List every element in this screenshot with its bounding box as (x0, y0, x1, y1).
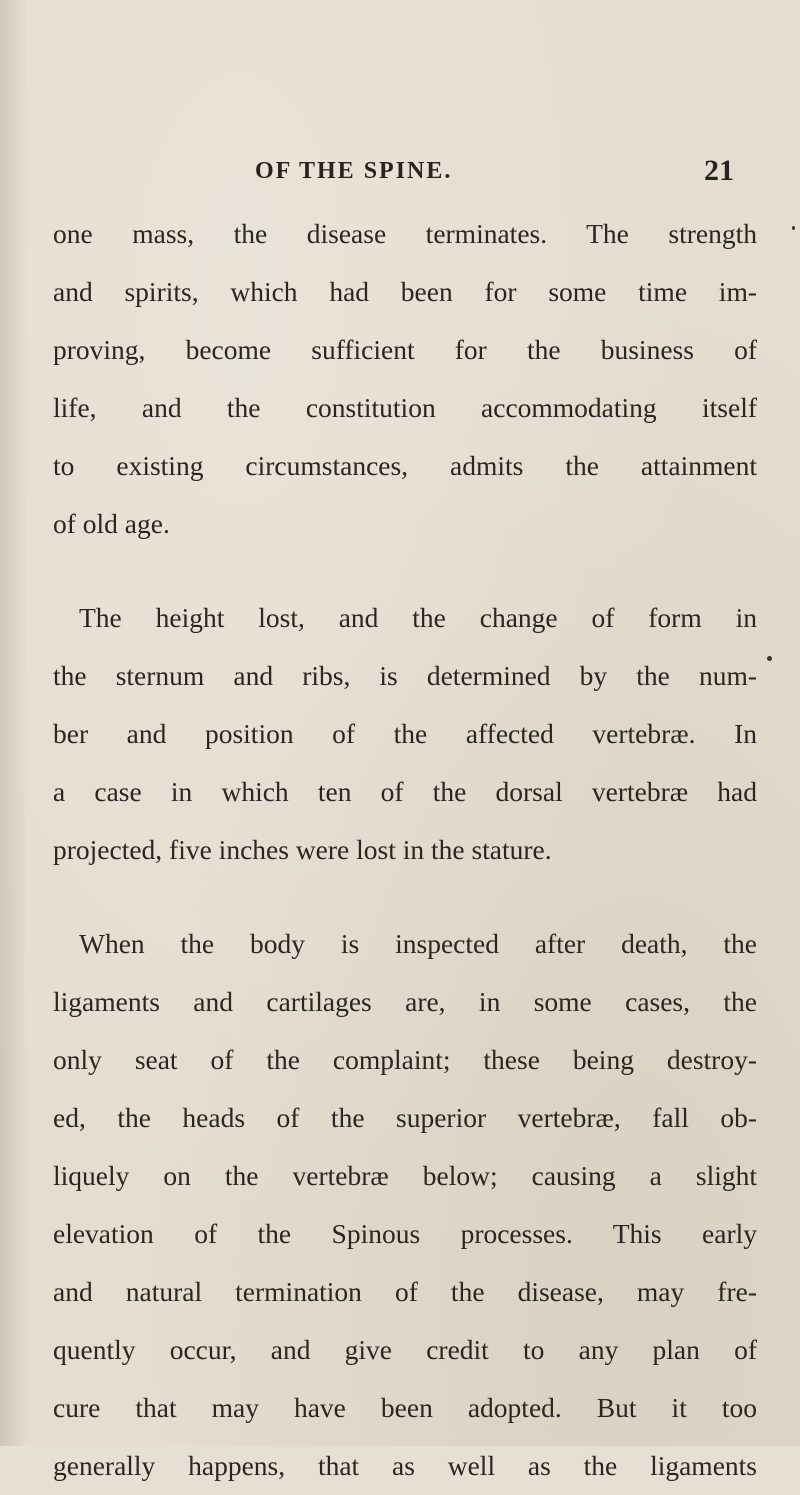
text-line: cure that may have been adopted. But it too (53, 1392, 757, 1423)
text-line: The height lost, and the change of form in (79, 602, 757, 633)
text-line: a case in which ten of the dorsal vertebræ had (53, 776, 757, 807)
paragraph-gap (53, 553, 757, 589)
text-line: ber and position of the affected vertebræ. In (53, 718, 757, 749)
text-line: only seat of the complaint; these being destroy- (53, 1044, 757, 1075)
text-line: ligaments and cartilages are, in some cases, the (53, 986, 757, 1017)
text-line: generally happens, that as well as the ligaments (53, 1450, 757, 1481)
text-line: to existing circumstances, admits the attainment (53, 450, 757, 481)
text-line: proving, become sufficient for the business of (53, 334, 757, 365)
gutter-shadow (0, 0, 28, 1446)
text-line: one mass, the disease terminates. The strength (53, 218, 757, 249)
paragraph (53, 205, 757, 553)
paragraph-gap (53, 879, 757, 915)
paper-speck (767, 656, 772, 661)
running-head-title: OF THE SPINE. (255, 158, 453, 184)
text-line: quently occur, and give credit to any plan of (53, 1334, 757, 1365)
text-line: and spirits, which had been for some time im- (53, 276, 757, 307)
text-line: liquely on the vertebræ below; causing a slight (53, 1160, 757, 1191)
text-line: the sternum and ribs, is determined by the num- (53, 660, 757, 691)
paragraph (53, 589, 757, 879)
text-line: life, and the constitution accommodating itself (53, 392, 757, 423)
paragraph (53, 915, 757, 1495)
text-line: ed, the heads of the superior vertebræ, fall ob- (53, 1102, 757, 1133)
text-line: projected, five inches were lost in the stature. (53, 834, 552, 865)
text-line: and natural termination of the disease, may fre- (53, 1276, 757, 1307)
running-head (0, 154, 800, 198)
text-line: When the body is inspected after death, the (79, 928, 757, 959)
paper-speck (792, 226, 795, 230)
body-text (53, 205, 757, 1495)
page-number: 21 (704, 154, 734, 187)
text-line: elevation of the Spinous processes. This early (53, 1218, 757, 1249)
text-line: of old age. (53, 508, 170, 539)
